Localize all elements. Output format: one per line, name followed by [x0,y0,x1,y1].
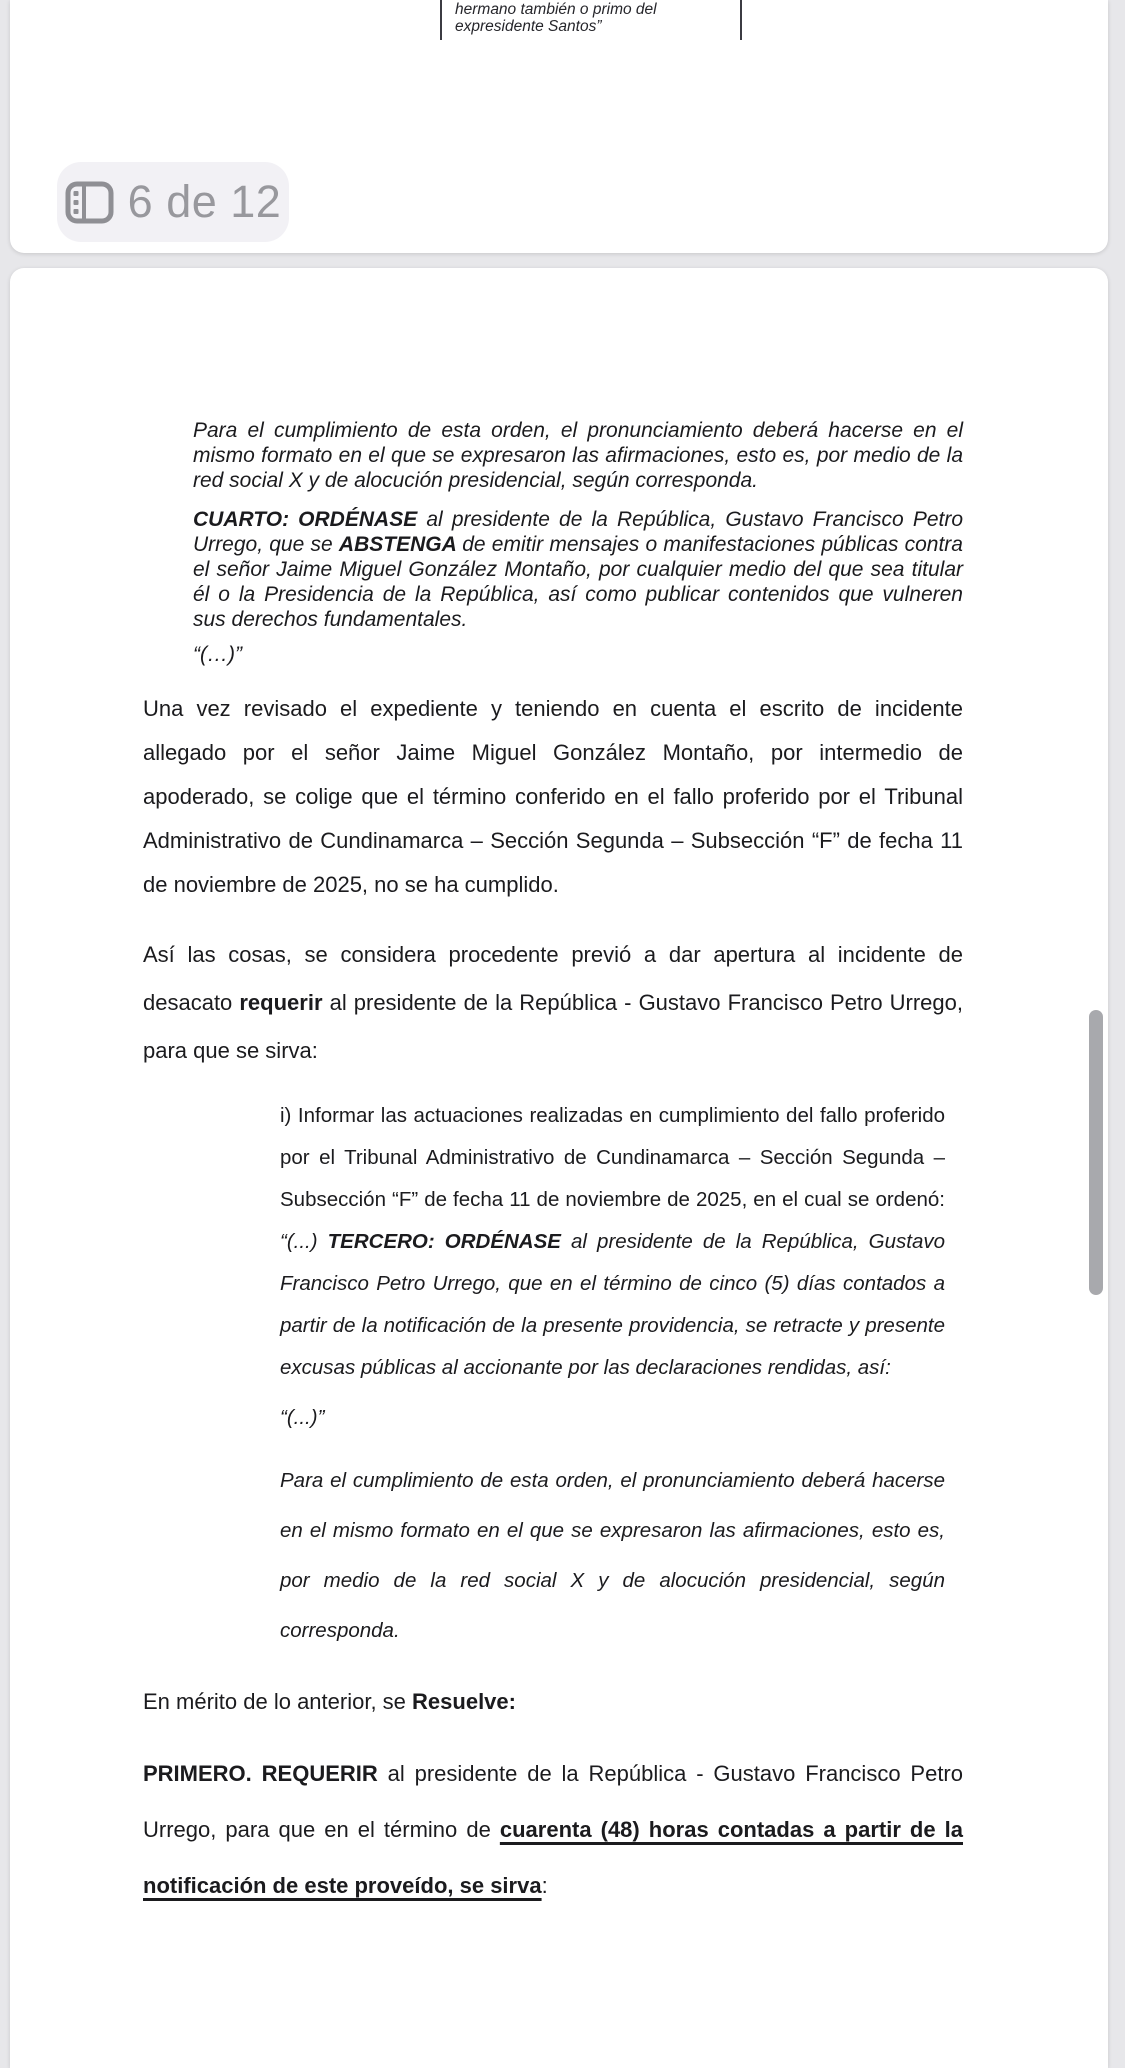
body-paragraph: PRIMERO. REQUERIR al presidente de la República - Gustavo Francisco Petro Urrego, para que en el término de cuarenta (48) horas contadas a partir de la notificación de este proveído, se sirva: [143,1761,963,1898]
ellipsis-marker: “(…)” [193,643,242,666]
fragment-text-line: expresidente Santos” [455,18,602,35]
ellipsis-marker: “(...)” [280,1406,325,1429]
quoted-paragraph: Para el cumplimiento de esta orden, el pronunciamiento deberá hacerse en el mismo formato en el que se expresaron las afirmaciones, esto es, por medio de la red social X y de alocución presidencial, según corresponda. [280,1469,945,1642]
fragment-text-line: hermano también o primo del [455,1,657,18]
scrollbar-thumb[interactable] [1089,1010,1103,1295]
body-paragraph: Así las cosas, se considera procedente previó a dar apertura al incidente de desacato requerir al presidente de la República - Gustavo Francisco Petro Urrego, para que se sirva: [143,942,963,1063]
document-content [10,268,963,1914]
table-cell-fragment [440,0,742,40]
page-sidebar-icon [65,181,114,224]
quoted-paragraph: CUARTO: ORDÉNASE al presidente de la República, Gustavo Francisco Petro Urrego, que se ABSTENGA de emitir mensajes o manifestaciones públicas contra el señor Jaime Miguel González Montaño, por cualquier medio del que sea titular él o la Presidencia de la República, así como publicar contenidos que vulneren sus derechos fundamentales. [193,508,964,631]
body-paragraph: Una vez revisado el expediente y teniendo en cuenta el escrito de incidente allegado por el señor Jaime Miguel González Montaño, por intermedio de apoderado, se colige que el término conferido en el fallo proferido por el Tribunal Administrativo de Cundinamarca – Sección Segunda – Subsección “F” de fecha 11 de noviembre de 2025, no se ha cumplido. [143,696,963,897]
quoted-paragraph: Para el cumplimiento de esta orden, el pronunciamiento deberá hacerse en el mismo formato en el que se expresaron las afirmaciones, esto es, por medio de la red social X y de alocución presidencial, según corresponda. [193,419,963,492]
page-indicator-pill[interactable] [57,162,289,242]
body-paragraph: En mérito de lo anterior, se Resuelve: [143,1689,516,1714]
current-page [10,268,1108,2068]
indented-order-paragraph: i) Informar las actuaciones realizadas en cumplimiento del fallo proferido por el Tribunal Administrativo de Cundinamarca – Sección Segunda – Subsección “F” de fecha 11 de noviembre de 2025, en el cual se ordenó: “(...) TERCERO: ORDÉNASE al presidente de la República, Gustavo Francisco Petro Urrego, que en el término de cinco (5) días contados a partir de la notificación de la presente providencia, se retracte y presente excusas públicas al accionante por las declaraciones rendidas, así: [280,1104,945,1379]
page-indicator-label: 6 de 12 [127,176,282,227]
